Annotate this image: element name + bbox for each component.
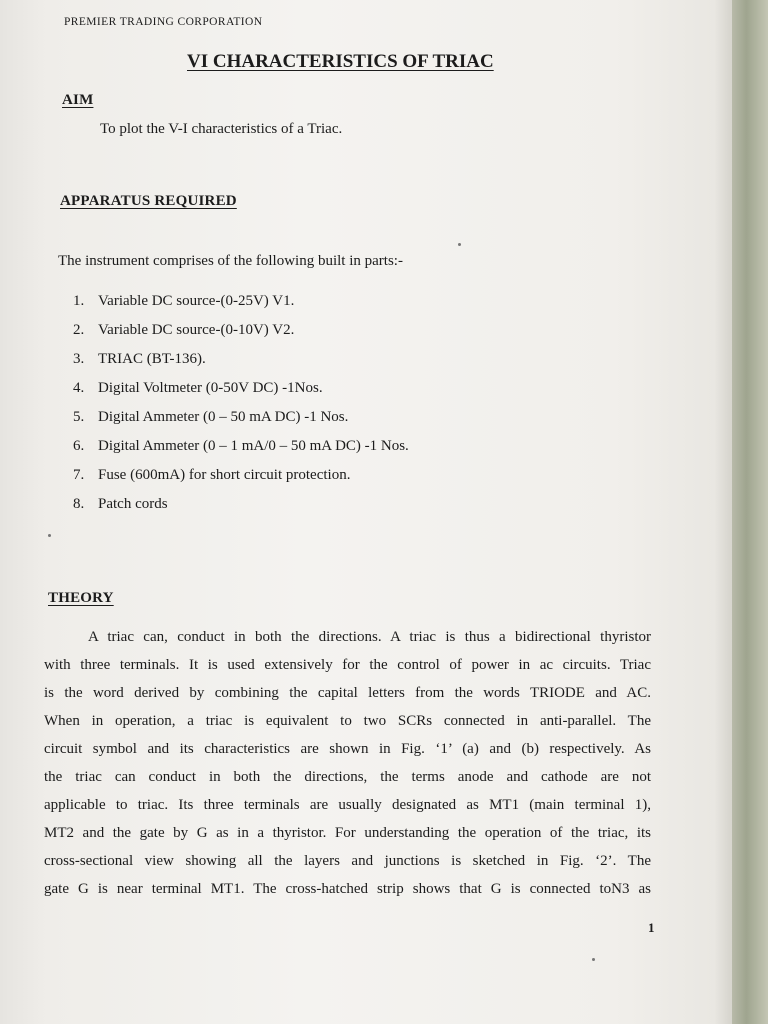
- scan-speck: [458, 243, 461, 246]
- theory-line: the triac can conduct in both the directions, the terms anode and cathode are not: [44, 769, 651, 785]
- item-number: 1.: [73, 293, 85, 309]
- item-text: Variable DC source-(0-10V) V2.: [98, 322, 295, 338]
- item-number: 6.: [73, 438, 85, 454]
- aim-heading: AIM: [62, 92, 94, 108]
- theory-heading: THEORY: [48, 590, 114, 606]
- list-item: [73, 464, 409, 493]
- item-number: 5.: [73, 409, 85, 425]
- list-item: [73, 493, 409, 522]
- list-item: [73, 377, 409, 406]
- item-text: TRIAC (BT-136).: [98, 351, 206, 367]
- list-item: [73, 435, 409, 464]
- item-text: Variable DC source-(0-25V) V1.: [98, 293, 295, 309]
- page-title: VI CHARACTERISTICS OF TRIAC: [187, 51, 494, 72]
- list-item: [73, 290, 409, 319]
- scan-speck: [48, 534, 51, 537]
- item-number: 7.: [73, 467, 85, 483]
- aim-text: To plot the V-I characteristics of a Triac.: [100, 121, 343, 137]
- item-number: 8.: [73, 496, 85, 512]
- theory-line: MT2 and the gate by G as in a thyristor. For understanding the operation of the triac, its: [44, 825, 651, 841]
- scan-speck: [592, 958, 595, 961]
- item-number: 3.: [73, 351, 85, 367]
- theory-line: is the word derived by combining the capital letters from the words TRIODE and AC.: [44, 685, 651, 701]
- theory-line: cross-sectional view showing all the layers and junctions is sketched in Fig. ‘2’. The: [44, 853, 651, 869]
- theory-line: circuit symbol and its characteristics are shown in Fig. ‘1’ (a) and (b) respectively. As: [44, 741, 651, 757]
- item-number: 4.: [73, 380, 85, 396]
- theory-paragraph: [44, 626, 651, 906]
- theory-line: with three terminals. It is used extensively for the control of power in ac circuits. Triac: [44, 657, 651, 673]
- item-text: Digital Ammeter (0 – 50 mA DC) -1 Nos.: [98, 409, 349, 425]
- theory-line: A triac can, conduct in both the directions. A triac is thus a bidirectional thyristor: [88, 629, 651, 645]
- apparatus-intro: The instrument comprises of the following built in parts:-: [58, 253, 403, 269]
- list-item: [73, 319, 409, 348]
- apparatus-list: [73, 290, 409, 522]
- item-text: Patch cords: [98, 496, 168, 512]
- theory-line: gate G is near terminal MT1. The cross-hatched strip shows that G is connected toN3 as: [44, 881, 651, 897]
- page-number: 1: [648, 920, 655, 935]
- item-text: Digital Voltmeter (0-50V DC) -1Nos.: [98, 380, 323, 396]
- list-item: [73, 348, 409, 377]
- company-header: PREMIER TRADING CORPORATION: [64, 16, 263, 28]
- apparatus-heading: APPARATUS REQUIRED: [60, 193, 237, 209]
- item-text: Digital Ammeter (0 – 1 mA/0 – 50 mA DC) -1 Nos.: [98, 438, 409, 454]
- theory-line: When in operation, a triac is equivalent to two SCRs connected in anti-parallel. The: [44, 713, 651, 729]
- item-number: 2.: [73, 322, 85, 338]
- theory-line: applicable to triac. Its three terminals are usually designated as MT1 (main terminal 1),: [44, 797, 651, 813]
- item-text: Fuse (600mA) for short circuit protection.: [98, 467, 351, 483]
- list-item: [73, 406, 409, 435]
